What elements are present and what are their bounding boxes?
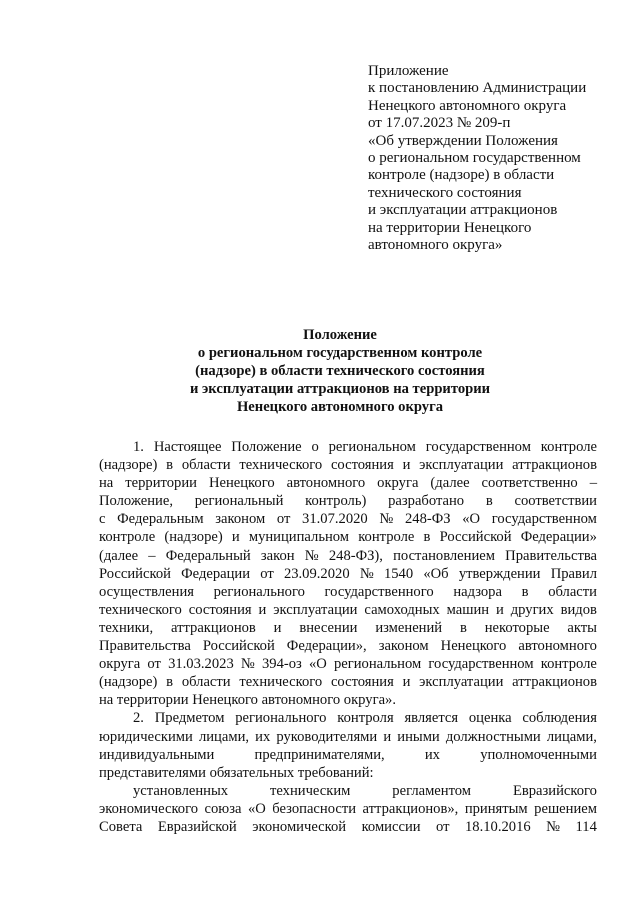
document-title	[100, 326, 580, 416]
body-line: (надзоре) в области технического состояния и эксплуатации аттракционов	[99, 674, 597, 691]
body-line: осуществления регионального государственного надзора в области	[99, 583, 597, 600]
body-text	[99, 438, 597, 836]
title-line: Положение	[303, 327, 377, 343]
body-line: техники, аттракционов и внесении изменений в некоторые акты	[99, 619, 597, 636]
body-line: юридическими лицами, их руководителями и иными должностными лицами,	[99, 728, 597, 745]
title-line: о региональном государственном контроле	[197, 345, 483, 361]
annex-line: и эксплуатации аттракционов	[368, 202, 558, 219]
title-line: Ненецкого автономного округа	[236, 399, 444, 415]
body-line: индивидуальными предпринимателями, их уполномоченными	[99, 746, 597, 763]
annex-line: к постановлению Администрации	[368, 80, 587, 97]
body-line: 1. Настоящее Положение о региональном государственном контроле	[133, 439, 597, 455]
body-line: с Федеральным законом от 31.07.2020 № 248-ФЗ «О государственном	[99, 511, 597, 528]
body-line: технического состояния и эксплуатации самоходных машин и других видов	[99, 601, 597, 618]
body-line: Совета Евразийской экономической комиссии от 18.10.2016 № 114	[99, 818, 597, 835]
body-line: контроле (надзоре) и муниципальном контроле в Российской Федерации»	[99, 529, 597, 546]
annex-line: о региональном государственном	[368, 150, 581, 167]
body-line: на территории Ненецкого автономного округа (далее соответственно –	[99, 475, 597, 492]
annex-line: на территории Ненецкого	[368, 219, 532, 236]
annex-line: Ненецкого автономного округа	[368, 97, 567, 114]
body-line: Российской Федерации от 23.09.2020 № 1540 «Об утверждении Правил	[99, 565, 597, 582]
annex-line: технического состояния	[368, 184, 522, 201]
annex-line: автономного округа»	[368, 237, 503, 254]
title-line: (надзоре) в области технического состояния	[195, 363, 485, 379]
annex-line: Приложение	[368, 63, 449, 79]
body-line: Положение, региональный контроль) разработано в соответствии	[99, 493, 597, 510]
body-line: экономического союза «О безопасности аттракционов», принятым решением	[99, 800, 597, 817]
body-line: представителями обязательных требований:	[99, 764, 374, 781]
body-line: Правительства Российской Федерации», законом Ненецкого автономного	[99, 638, 597, 655]
body-line: (далее – Федеральный закон № 248-ФЗ), постановлением Правительства	[99, 547, 597, 564]
title-line: и эксплуатации аттракционов на территории	[189, 381, 491, 397]
body-line: 2. Предметом регионального контроля является оценка соблюдения	[133, 710, 597, 727]
annex-line: «Об утверждении Положения	[368, 132, 558, 149]
annex-line: от 17.07.2023 № 209-п	[368, 115, 511, 132]
body-line: округа от 31.03.2023 № 394-оз «О региональном государственном контроле	[99, 656, 597, 673]
body-line: (надзоре) в области технического состояния и эксплуатации аттракционов	[99, 457, 597, 474]
body-line: на территории Ненецкого автономного округа».	[99, 692, 396, 709]
annex-header	[368, 63, 618, 254]
annex-line: контроле (надзоре) в области	[368, 167, 555, 184]
body-line: установленных техническим регламентом Евразийского	[133, 782, 597, 799]
